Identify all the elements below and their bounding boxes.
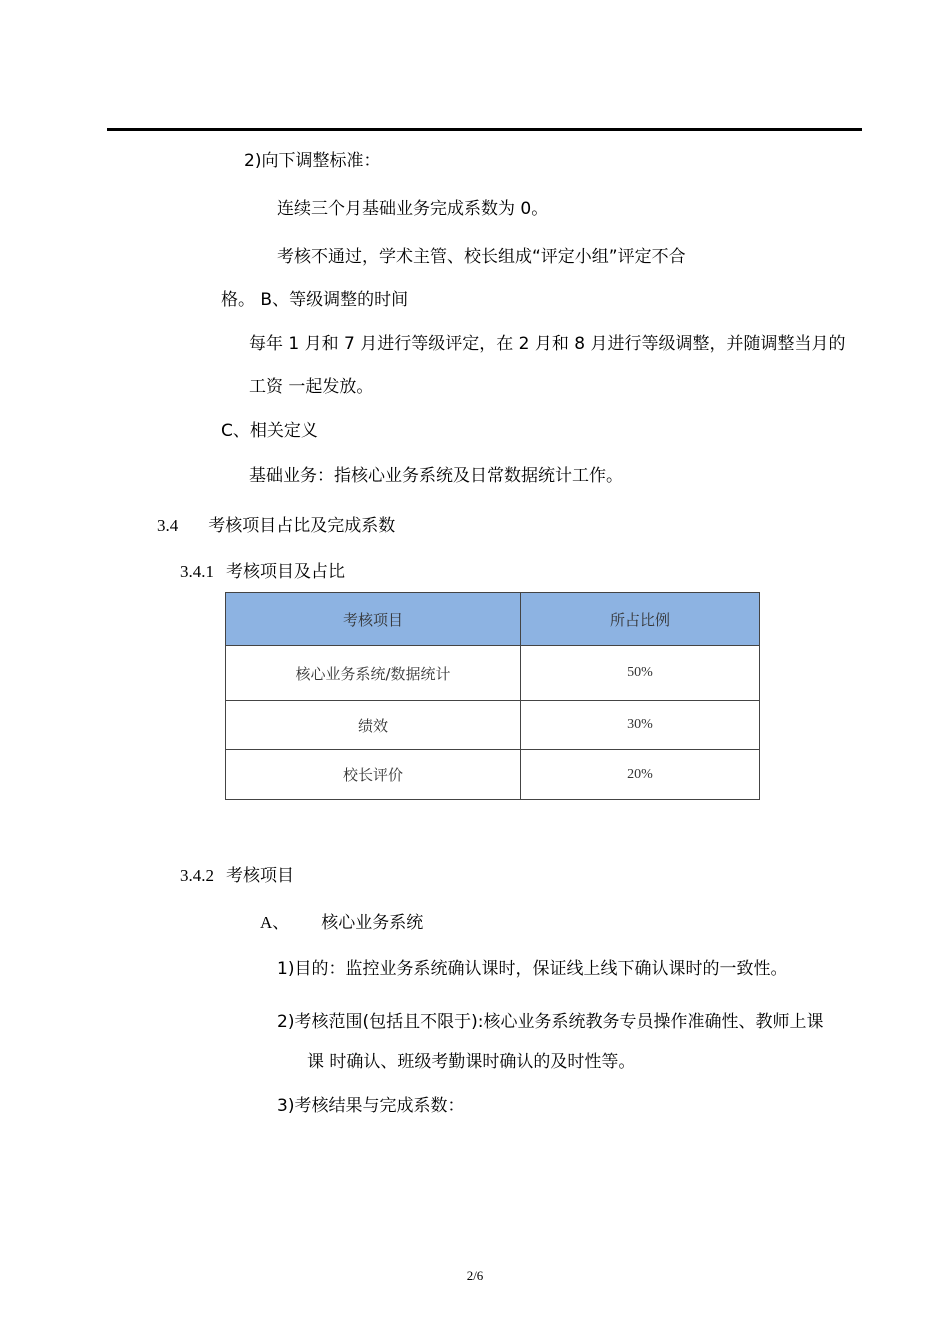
column-header-ratio: 所占比例 [521,593,760,646]
table-row [226,701,760,750]
assessment-table [225,592,760,800]
section-number: 3.4.1 [180,562,214,581]
paragraph-grade-schedule: 每年 1 月和 7 月进行等级评定，在 2 月和 8 月进行等级调整，并随调整当月的 [249,334,846,354]
table-cell-ratio: 50% [521,646,760,701]
table-row [226,750,760,800]
section-number: 3.4 [157,516,179,535]
subsection-title: 核心业务系统 [321,913,424,933]
paragraph-results: 3)考核结果与完成系数： [277,1096,465,1116]
paragraph-downward-standard: 2)向下调整标准： [244,151,381,171]
subsection-a-heading [260,912,423,934]
section-3-4-heading [157,515,395,537]
table-cell-ratio: 20% [521,750,760,800]
header-rule [107,128,862,131]
table-cell-item: 绩效 [226,701,521,750]
subsection-label: A、 [260,913,290,932]
paragraph-grade-adjust-time: 格。 B、等级调整的时间 [221,290,409,310]
paragraph-scope: 2)考核范围(包括且不限于):核心业务系统教务专员操作准确性、教师上课 [277,1012,824,1032]
table-row [226,646,760,701]
section-number: 3.4.2 [180,866,214,885]
paragraph-purpose: 1)目的：监控业务系统确认课时，保证线上线下确认课时的一致性。 [277,959,788,979]
paragraph-consecutive-months: 连续三个月基础业务完成系数为 0。 [277,199,549,219]
section-3-4-1-heading [180,561,345,583]
table-header-row [226,593,760,646]
section-3-4-2-heading [180,865,294,887]
table-cell-item: 校长评价 [226,750,521,800]
paragraph-salary: 工资 一起发放。 [249,377,374,397]
paragraph-basic-business: 基础业务：指核心业务系统及日常数据统计工作。 [249,466,623,486]
table-cell-item: 核心业务系统/数据统计 [226,646,521,701]
paragraph-scope-continued: 课 时确认、班级考勤课时确认的及时性等。 [307,1052,636,1072]
table-cell-ratio: 30% [521,701,760,750]
section-title: 考核项目及占比 [226,562,345,582]
section-title: 考核项目 [226,866,294,886]
column-header-item: 考核项目 [226,593,521,646]
page-number: 2/6 [466,1268,484,1283]
paragraph-related-definitions: C、相关定义 [221,421,318,441]
section-title: 考核项目占比及完成系数 [208,516,396,536]
paragraph-assessment-fail: 考核不通过，学术主管、校长组成“评定小组”评定不合 [277,247,686,267]
